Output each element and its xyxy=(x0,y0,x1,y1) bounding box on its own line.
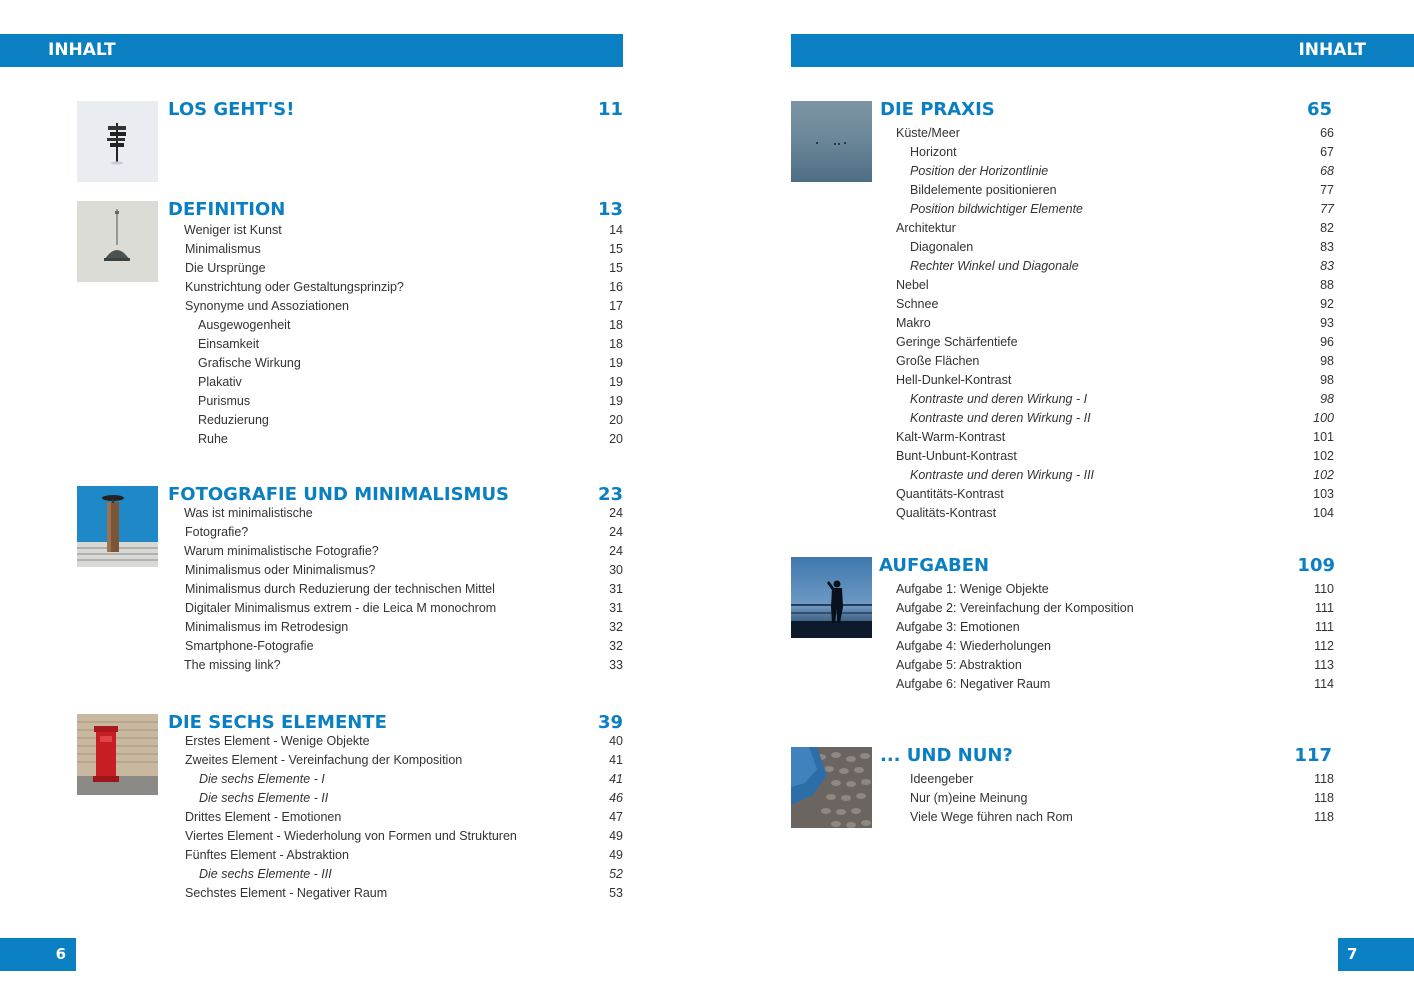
entry-title: The missing link? xyxy=(184,658,281,672)
toc-subentry[interactable] xyxy=(199,789,623,808)
entry-title: Purismus xyxy=(198,394,251,408)
entry-title: Schnee xyxy=(896,297,939,311)
entry-page: 15 xyxy=(609,261,623,275)
toc-subentry[interactable] xyxy=(198,430,623,449)
page-number-left: 6 xyxy=(55,945,66,963)
entry-title: Fotografie? xyxy=(185,525,249,539)
entry-page: 16 xyxy=(609,280,623,294)
section-title: ... UND NUN? xyxy=(880,744,1013,766)
entry-title: Viele Wege führen nach Rom xyxy=(910,810,1073,824)
entry-page: 98 xyxy=(1320,373,1334,387)
entry-title: Ausgewogenheit xyxy=(198,318,291,332)
entry-page: 20 xyxy=(609,413,623,427)
section-page-number: 23 xyxy=(597,483,623,505)
entry-title: Rechter Winkel und Diagonale xyxy=(910,259,1079,273)
toc-entry[interactable] xyxy=(185,827,623,846)
entry-page: 41 xyxy=(609,772,623,786)
section-page-number: 65 xyxy=(1306,98,1332,120)
toc-subentry[interactable] xyxy=(910,181,1334,200)
entry-title: Minimalismus oder Minimalismus? xyxy=(185,563,376,577)
toc-entry[interactable] xyxy=(185,751,623,770)
section-title: DIE SECHS ELEMENTE xyxy=(168,711,387,733)
toc-entry[interactable] xyxy=(896,580,1334,599)
entry-page: 114 xyxy=(1314,677,1334,691)
entry-page: 49 xyxy=(609,829,623,843)
toc-entry[interactable] xyxy=(896,485,1334,504)
toc-entry[interactable] xyxy=(896,504,1334,523)
entry-title: Aufgabe 2: Vereinfachung der Komposition xyxy=(896,601,1134,615)
toc-subentry[interactable] xyxy=(910,466,1334,485)
entry-page: 101 xyxy=(1313,430,1334,444)
toc-entry[interactable] xyxy=(896,314,1334,333)
entry-title: Ideengeber xyxy=(910,772,974,786)
entry-page: 83 xyxy=(1320,259,1334,273)
toc-subentry[interactable] xyxy=(910,770,1334,789)
toc-entry[interactable] xyxy=(896,352,1334,371)
entry-title: Kalt-Warm-Kontrast xyxy=(896,430,1006,444)
toc-entry[interactable] xyxy=(896,637,1334,656)
entry-page: 110 xyxy=(1314,582,1334,596)
toc-entry[interactable] xyxy=(896,333,1334,352)
toc-subentry[interactable] xyxy=(198,373,623,392)
entry-page: 112 xyxy=(1314,639,1334,653)
entry-page: 104 xyxy=(1313,506,1334,520)
entry-page: 67 xyxy=(1320,145,1334,159)
toc-entry[interactable] xyxy=(185,580,623,599)
toc-subentry[interactable] xyxy=(910,143,1334,162)
entry-page: 88 xyxy=(1320,278,1334,292)
signpost-thumbnail xyxy=(77,101,158,182)
entry-page: 98 xyxy=(1320,354,1334,368)
entry-page: 46 xyxy=(609,791,623,805)
entry-page: 68 xyxy=(1320,164,1334,178)
toc-entry[interactable] xyxy=(184,504,623,523)
toc-entry[interactable] xyxy=(185,637,623,656)
entry-title: Digitaler Minimalismus extrem - die Leica M monochrom xyxy=(185,601,497,615)
entry-title: Nebel xyxy=(896,278,929,292)
toc-entry[interactable] xyxy=(896,618,1334,637)
toc-entry[interactable] xyxy=(896,428,1334,447)
entry-page: 18 xyxy=(609,318,623,332)
entry-title: Die sechs Elemente - II xyxy=(199,791,329,805)
entry-page: 103 xyxy=(1313,487,1334,501)
toc-subentry[interactable] xyxy=(910,808,1334,827)
section-title: AUFGABEN xyxy=(879,554,990,576)
entry-page: 15 xyxy=(609,242,623,256)
entry-page: 41 xyxy=(609,753,623,767)
entry-title: Drittes Element - Emotionen xyxy=(185,810,342,824)
section-heading[interactable] xyxy=(880,743,1332,767)
entry-page: 100 xyxy=(1313,411,1334,425)
entry-title: Minimalismus durch Reduzierung der technischen Mittel xyxy=(185,582,495,596)
toc-subentry[interactable] xyxy=(198,411,623,430)
entry-title: Minimalismus xyxy=(185,242,261,256)
entry-page: 111 xyxy=(1314,620,1334,634)
entry-title: Zweites Element - Vereinfachung der Komposition xyxy=(185,753,463,767)
entry-title: Große Flächen xyxy=(896,354,980,368)
toc-entry[interactable] xyxy=(896,276,1334,295)
toc-subentry[interactable] xyxy=(910,200,1334,219)
section-heading[interactable] xyxy=(879,553,1335,577)
entry-title: Kontraste und deren Wirkung - III xyxy=(910,468,1095,482)
entry-title: Position der Horizontlinie xyxy=(910,164,1049,178)
section-title: LOS GEHT'S! xyxy=(168,98,295,120)
toc-entry[interactable] xyxy=(896,371,1334,390)
entry-page: 53 xyxy=(609,886,623,900)
entry-title: Ruhe xyxy=(198,432,228,446)
toc-entry[interactable] xyxy=(185,259,623,278)
entry-title: Aufgabe 5: Abstraktion xyxy=(896,658,1022,672)
entry-page: 19 xyxy=(609,375,623,389)
section-heading[interactable] xyxy=(168,710,623,734)
toc-subentry[interactable] xyxy=(198,392,623,411)
toc-entry[interactable] xyxy=(184,221,623,240)
entry-title: Aufgabe 3: Emotionen xyxy=(896,620,1020,634)
page-number-right: 7 xyxy=(1347,945,1358,963)
entry-page: 111 xyxy=(1314,601,1334,615)
entry-title: Hell-Dunkel-Kontrast xyxy=(896,373,1012,387)
entry-title: Warum minimalistische Fotografie? xyxy=(184,544,379,558)
entry-page: 113 xyxy=(1314,658,1334,672)
toc-subentry[interactable] xyxy=(199,770,623,789)
chimney-thumbnail xyxy=(77,486,158,567)
toc-subentry[interactable] xyxy=(910,257,1334,276)
entry-title: Sechstes Element - Negativer Raum xyxy=(185,886,388,900)
header-bar-right xyxy=(791,34,1414,67)
toc-entry[interactable] xyxy=(185,561,623,580)
entry-page: 118 xyxy=(1314,772,1334,786)
entry-title: Aufgabe 1: Wenige Objekte xyxy=(896,582,1049,596)
toc-entry[interactable] xyxy=(896,124,1334,143)
section-heading[interactable] xyxy=(880,97,1332,121)
entry-title: Kontraste und deren Wirkung - II xyxy=(910,411,1091,425)
toc-subentry[interactable] xyxy=(198,335,623,354)
toc-entry[interactable] xyxy=(185,240,623,259)
ceiling-lamp-thumbnail xyxy=(77,201,158,282)
silhouette-thumbnail xyxy=(791,557,872,638)
entry-page: 14 xyxy=(609,223,623,237)
entry-title: Horizont xyxy=(910,145,957,159)
entry-title: Position bildwichtiger Elemente xyxy=(910,202,1084,216)
entry-title: Was ist minimalistische xyxy=(184,506,313,520)
entry-title: Die sechs Elemente - I xyxy=(199,772,325,786)
header-title-right: INHALT xyxy=(1298,40,1366,60)
entry-title: Kunstrichtung oder Gestaltungsprinzip? xyxy=(185,280,404,294)
toc-subentry[interactable] xyxy=(198,354,623,373)
entry-page: 102 xyxy=(1313,449,1334,463)
entry-page: 47 xyxy=(609,810,623,824)
section-title: DEFINITION xyxy=(168,198,286,220)
page-number-box-right xyxy=(1338,938,1414,971)
entry-page: 82 xyxy=(1320,221,1334,235)
toc-entry[interactable] xyxy=(896,295,1334,314)
entry-page: 24 xyxy=(609,525,623,539)
toc-subentry[interactable] xyxy=(910,409,1334,428)
entry-page: 77 xyxy=(1320,183,1334,197)
toc-entry[interactable] xyxy=(896,675,1334,694)
entry-page: 31 xyxy=(609,601,623,615)
entry-title: Viertes Element - Wiederholung von Formen und Strukturen xyxy=(185,829,517,843)
entry-page: 93 xyxy=(1320,316,1334,330)
entry-page: 32 xyxy=(609,639,623,653)
section-title: DIE PRAXIS xyxy=(880,98,995,120)
entry-title: Diagonalen xyxy=(910,240,974,254)
toc-entry[interactable] xyxy=(185,599,623,618)
toc-entry[interactable] xyxy=(185,884,623,903)
entry-title: Küste/Meer xyxy=(896,126,960,140)
entry-page: 32 xyxy=(609,620,623,634)
entry-title: Synonyme und Assoziationen xyxy=(185,299,349,313)
entry-title: Reduzierung xyxy=(198,413,269,427)
toc-entry[interactable] xyxy=(896,447,1334,466)
entry-page: 83 xyxy=(1320,240,1334,254)
toc-entry[interactable] xyxy=(184,656,623,675)
entry-title: Quantitäts-Kontrast xyxy=(896,487,1004,501)
toc-entry[interactable] xyxy=(185,278,623,297)
entry-page: 24 xyxy=(609,506,623,520)
entry-title: Bunt-Unbunt-Kontrast xyxy=(896,449,1017,463)
toc-entry[interactable] xyxy=(185,523,623,542)
section-page-number: 13 xyxy=(597,198,623,220)
toc-subentry[interactable] xyxy=(910,789,1334,808)
section-heading[interactable] xyxy=(168,482,623,506)
toc-entry[interactable] xyxy=(185,846,623,865)
toc-entry[interactable] xyxy=(896,219,1334,238)
pebbles-thumbnail xyxy=(791,747,872,828)
section-heading[interactable] xyxy=(168,97,623,121)
entry-title: Weniger ist Kunst xyxy=(184,223,282,237)
section-heading[interactable] xyxy=(168,197,623,221)
toc-entry[interactable] xyxy=(185,297,623,316)
entry-title: Aufgabe 4: Wiederholungen xyxy=(896,639,1051,653)
toc-entry[interactable] xyxy=(185,808,623,827)
hydrant-thumbnail xyxy=(77,714,158,795)
toc-subentry[interactable] xyxy=(199,865,623,884)
entry-page: 102 xyxy=(1313,468,1334,482)
entry-title: Plakativ xyxy=(198,375,242,389)
entry-title: Qualitäts-Kontrast xyxy=(896,506,997,520)
toc-entry[interactable] xyxy=(185,618,623,637)
entry-title: Die sechs Elemente - III xyxy=(199,867,332,881)
entry-page: 19 xyxy=(609,394,623,408)
section-page-number: 39 xyxy=(597,711,623,733)
entry-page: 19 xyxy=(609,356,623,370)
toc-entry[interactable] xyxy=(896,656,1334,675)
entry-page: 66 xyxy=(1320,126,1334,140)
toc-entry[interactable] xyxy=(184,542,623,561)
entry-page: 31 xyxy=(609,582,623,596)
toc-entry[interactable] xyxy=(896,599,1334,618)
entry-page: 52 xyxy=(609,867,623,881)
toc-subentry[interactable] xyxy=(910,162,1334,181)
entry-title: Architektur xyxy=(896,221,956,235)
page-number-box-left xyxy=(0,938,76,971)
entry-page: 118 xyxy=(1314,791,1334,805)
entry-title: Aufgabe 6: Negativer Raum xyxy=(896,677,1051,691)
entry-page: 40 xyxy=(609,734,623,748)
sea-horizon-thumbnail xyxy=(791,101,872,182)
toc-entry[interactable] xyxy=(185,732,623,751)
entry-page: 24 xyxy=(609,544,623,558)
entry-page: 92 xyxy=(1320,297,1334,311)
entry-page: 118 xyxy=(1314,810,1334,824)
entry-title: Grafische Wirkung xyxy=(198,356,301,370)
entry-page: 30 xyxy=(609,563,623,577)
entry-page: 33 xyxy=(609,658,623,672)
entry-title: Smartphone-Fotografie xyxy=(185,639,314,653)
section-page-number: 117 xyxy=(1294,744,1332,766)
header-title-left: INHALT xyxy=(48,40,116,60)
entry-page: 17 xyxy=(609,299,623,313)
entry-title: Makro xyxy=(896,316,931,330)
section-page-number: 109 xyxy=(1297,554,1335,576)
toc-subentry[interactable] xyxy=(910,390,1334,409)
entry-title: Einsamkeit xyxy=(198,337,260,351)
entry-page: 49 xyxy=(609,848,623,862)
entry-title: Minimalismus im Retrodesign xyxy=(185,620,349,634)
section-page-number: 11 xyxy=(597,98,623,120)
entry-page: 18 xyxy=(609,337,623,351)
header-bar-left xyxy=(0,34,623,67)
entry-page: 98 xyxy=(1320,392,1334,406)
entry-title: Nur (m)eine Meinung xyxy=(910,791,1028,805)
entry-title: Kontraste und deren Wirkung - I xyxy=(910,392,1088,406)
entry-title: Erstes Element - Wenige Objekte xyxy=(185,734,370,748)
entry-page: 96 xyxy=(1320,335,1334,349)
entry-title: Geringe Schärfentiefe xyxy=(896,335,1018,349)
entry-title: Fünftes Element - Abstraktion xyxy=(185,848,349,862)
section-title: FOTOGRAFIE UND MINIMALISMUS xyxy=(168,483,510,505)
entry-page: 77 xyxy=(1320,202,1334,216)
entry-page: 20 xyxy=(609,432,623,446)
toc-subentry[interactable] xyxy=(198,316,623,335)
toc-subentry[interactable] xyxy=(910,238,1334,257)
entry-title: Die Ursprünge xyxy=(185,261,266,275)
entry-title: Bildelemente positionieren xyxy=(910,183,1057,197)
